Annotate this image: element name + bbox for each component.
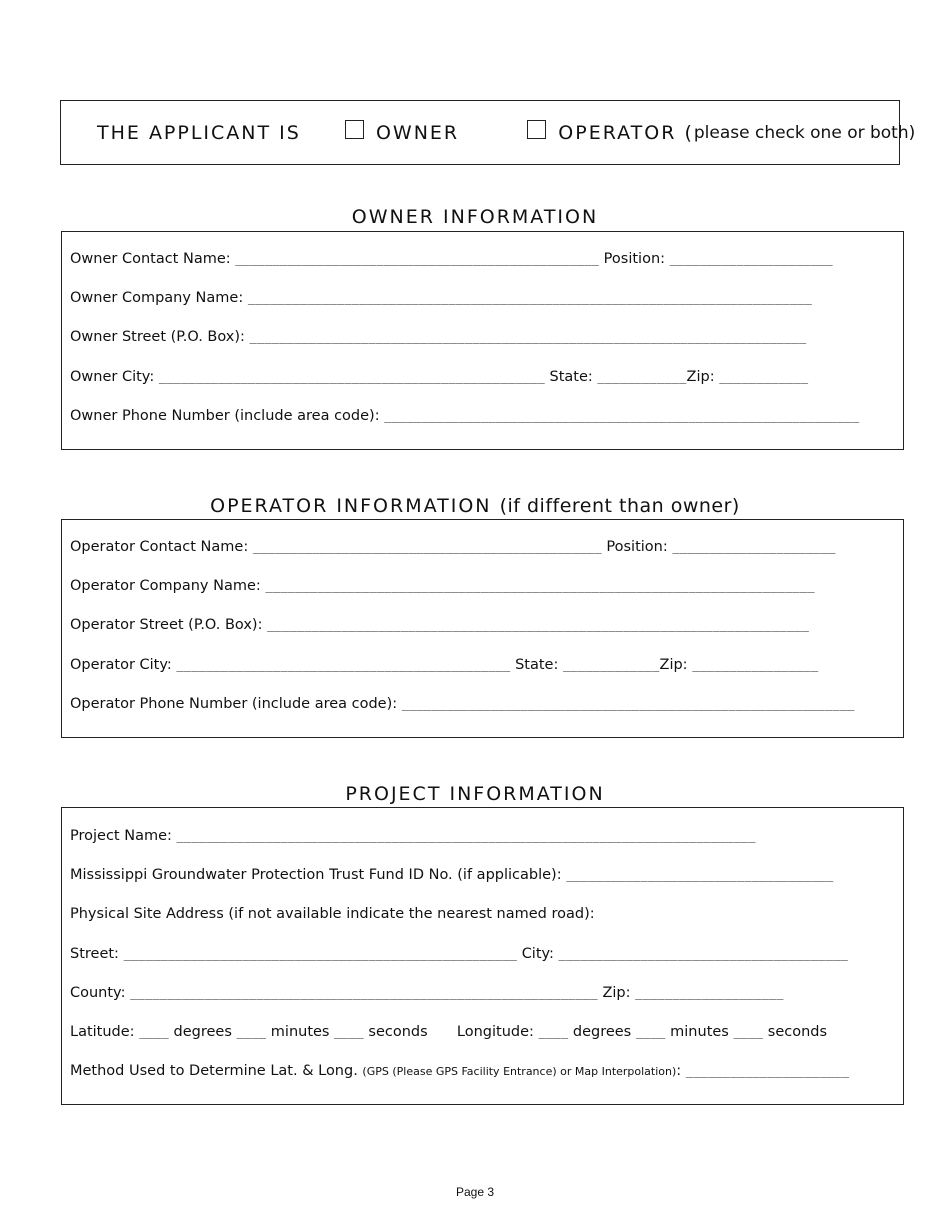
operator-checkbox-label: OPERATOR (: [558, 121, 694, 144]
owner-phone-label: Owner Phone Number (include area code):: [70, 408, 380, 424]
owner-street-label: Owner Street (P.O. Box):: [70, 329, 245, 345]
owner-section-title: OWNER INFORMATION: [351, 206, 599, 228]
latitude-label: Latitude:: [70, 1024, 135, 1040]
owner-street-row: [70, 329, 806, 345]
project-name-row: [70, 828, 756, 844]
operator-street-label: Operator Street (P.O. Box):: [70, 617, 263, 633]
owner-checkbox-label: OWNER: [375, 121, 460, 144]
owner-contact-row: [70, 251, 833, 267]
owner-city-field[interactable]: ____________________________________________________: [158, 370, 545, 384]
longitude-degrees-label: degrees: [572, 1024, 632, 1040]
operator-title-note: (if different than owner): [499, 495, 740, 517]
operator-contact-label: Operator Contact Name:: [70, 539, 249, 555]
street-city-row: [70, 946, 848, 962]
project-street-label: Street:: [70, 946, 119, 962]
method-row: [70, 1063, 849, 1079]
operator-position-field[interactable]: ______________________: [672, 540, 836, 554]
project-street-field[interactable]: _____________________________________________________: [123, 947, 518, 961]
project-name-label: Project Name:: [70, 828, 172, 844]
longitude-seconds-label: seconds: [767, 1024, 828, 1040]
operator-city-row: [70, 657, 818, 673]
operator-company-field[interactable]: __________________________________________________________________________: [265, 579, 815, 593]
owner-contact-label: Owner Contact Name:: [70, 251, 231, 267]
operator-state-label: State:: [515, 657, 559, 673]
operator-position-label: Position:: [606, 539, 668, 555]
operator-street-field[interactable]: _________________________________________________________________________: [267, 618, 810, 632]
operator-title-main: OPERATOR INFORMATION: [210, 495, 492, 517]
owner-position-label: Position:: [603, 251, 666, 267]
owner-city-row: [70, 369, 808, 385]
operator-phone-row: [70, 696, 855, 712]
project-county-field[interactable]: _______________________________________________________________: [130, 986, 598, 1000]
operator-contact-row: [70, 539, 836, 555]
method-note: (GPS (Please GPS Facility Entrance) or Map Interpolation): [362, 1065, 677, 1078]
method-colon: :: [676, 1063, 682, 1079]
owner-zip-label: Zip:: [686, 369, 715, 385]
longitude-minutes-label: minutes: [670, 1024, 729, 1040]
longitude-minutes-field[interactable]: ____: [635, 1025, 666, 1039]
project-name-field[interactable]: ______________________________________________________________________________: [176, 829, 756, 843]
longitude-label: Longitude:: [456, 1024, 534, 1040]
trust-fund-field[interactable]: ____________________________________: [566, 868, 834, 882]
page-number: Page 3: [455, 1185, 495, 1199]
latitude-minutes-field[interactable]: ____: [236, 1025, 267, 1039]
project-county-label: County:: [70, 985, 126, 1001]
operator-info-box: [61, 519, 904, 738]
project-city-label: City:: [521, 946, 554, 962]
owner-company-row: [70, 290, 812, 306]
applicant-row: [97, 121, 915, 144]
latitude-seconds-field[interactable]: ____: [334, 1025, 364, 1039]
owner-checkbox[interactable]: [345, 120, 364, 139]
operator-city-field[interactable]: _____________________________________________: [176, 658, 511, 672]
operator-company-row: [70, 578, 815, 594]
owner-street-field[interactable]: ___________________________________________________________________________: [249, 330, 807, 344]
site-address-label: Physical Site Address (if not available indicate the nearest named road):: [70, 906, 595, 922]
project-zip-label: Zip:: [602, 985, 631, 1001]
longitude-degrees-field[interactable]: ____: [538, 1025, 569, 1039]
latitude-seconds-label: seconds: [368, 1024, 428, 1040]
county-zip-row: [70, 985, 784, 1001]
latitude-degrees-label: degrees: [173, 1024, 232, 1040]
project-city-field[interactable]: _______________________________________: [558, 947, 849, 961]
operator-street-row: [70, 617, 809, 633]
owner-phone-field[interactable]: ________________________________________________________________: [384, 409, 860, 423]
method-field[interactable]: ______________________: [685, 1064, 850, 1078]
project-zip-field[interactable]: ____________________: [635, 986, 784, 1000]
method-label: Method Used to Determine Lat. & Long.: [70, 1063, 358, 1079]
project-info-box: [61, 807, 904, 1105]
owner-position-field[interactable]: ______________________: [669, 252, 833, 266]
owner-company-field[interactable]: ____________________________________________________________________________: [247, 291, 813, 305]
owner-info-box: [61, 231, 904, 450]
owner-zip-field[interactable]: ____________: [719, 370, 809, 384]
operator-phone-field[interactable]: _____________________________________________________________: [401, 697, 855, 711]
applicant-box: [60, 100, 916, 165]
operator-state-field[interactable]: _____________: [562, 658, 660, 672]
owner-state-field[interactable]: ____________: [597, 370, 687, 384]
owner-state-label: State:: [549, 369, 593, 385]
applicant-lead: THE APPLICANT IS: [97, 121, 301, 144]
operator-company-label: Operator Company Name:: [70, 578, 261, 594]
trust-fund-label: Mississippi Groundwater Protection Trust Fund ID No. (if applicable):: [70, 867, 562, 883]
operator-phone-label: Operator Phone Number (include area code):: [70, 696, 398, 712]
owner-city-label: Owner City:: [70, 369, 155, 385]
operator-zip-field[interactable]: _________________: [692, 658, 819, 672]
site-address-row: [70, 906, 595, 922]
trust-fund-row: [70, 867, 834, 883]
latitude-degrees-field[interactable]: ____: [139, 1025, 169, 1039]
operator-contact-field[interactable]: _______________________________________________: [252, 540, 602, 554]
longitude-seconds-field[interactable]: ____: [733, 1025, 764, 1039]
operator-checkbox[interactable]: [527, 120, 546, 139]
check-note: please check one or both): [693, 122, 916, 143]
operator-city-label: Operator City:: [70, 657, 172, 673]
lat-long-row: [70, 1024, 827, 1040]
owner-contact-field[interactable]: _________________________________________________: [235, 252, 600, 266]
owner-phone-row: [70, 408, 859, 424]
project-section-title: PROJECT INFORMATION: [345, 783, 605, 805]
operator-section-title: [0, 495, 950, 517]
operator-zip-label: Zip:: [659, 657, 688, 673]
owner-company-label: Owner Company Name:: [70, 290, 244, 306]
latitude-minutes-label: minutes: [270, 1024, 330, 1040]
